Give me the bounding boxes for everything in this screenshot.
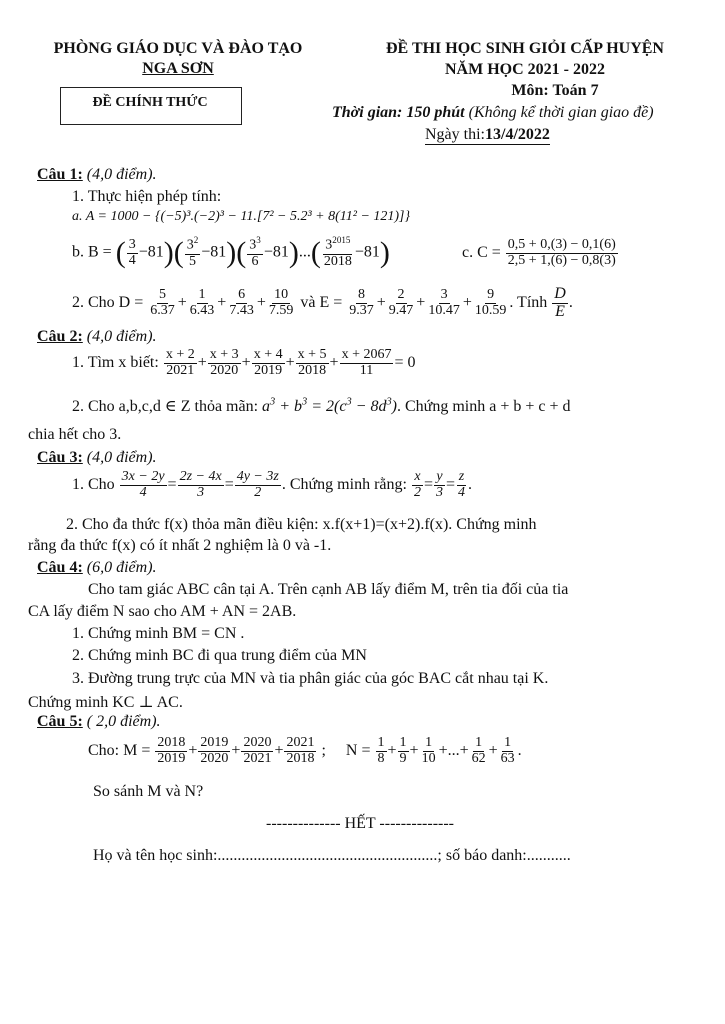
frac: $\frac{2z - 4x}{3}$ (179, 469, 222, 500)
q1-c-den: 2,5 + 1,(6) − 0,8(3) (507, 252, 616, 268)
frac: $\frac{1}{63}$ (500, 735, 515, 766)
frac: $\frac{3}{4}$ (128, 236, 136, 268)
frac: $\frac{2019}{2020}$ (200, 735, 229, 766)
frac: $\frac{x}{2}$ (413, 469, 421, 500)
frac: $\frac{2020}{2021}$ (243, 735, 272, 766)
q5-points: ( 2,0 điểm). (86, 713, 161, 730)
q1-item2-prefix: 2. Cho (72, 293, 115, 311)
q2-points: (4,0 điểm). (86, 328, 157, 345)
frac: $\frac{1}{62}$ (471, 735, 486, 766)
q3-item1-mid: . Chứng minh rằng: (281, 475, 407, 493)
frac: $\frac{z}{4}$ (458, 469, 465, 500)
q2-title: Câu 2: (37, 328, 83, 345)
q1-and: và (300, 293, 316, 311)
q4-title: Câu 4: (37, 559, 83, 576)
q5-cho: Cho: M = (88, 741, 151, 759)
frac: $\frac{1}{8}$ (377, 735, 385, 766)
frac: $\frac{3x - 2y}{4}$ (121, 469, 165, 500)
q4-item2: 2. Chứng minh BC đi qua trung điểm của MN (72, 647, 367, 664)
official-label: ĐỀ CHÍNH THỨC (92, 95, 208, 110)
q3-heading (37, 449, 157, 467)
q2-heading (37, 328, 157, 346)
q1-b-label: b. B = (72, 243, 112, 261)
end-marker: -------------- HẾT -------------- (266, 815, 454, 832)
q5-heading (37, 713, 161, 731)
frac: $\frac{1}{6.43}$ (189, 287, 215, 318)
subject: Môn: Toán 7 (511, 82, 599, 99)
q1-b-expression: b. B = ( $\frac{3}{4}$ −81)( $\frac{3^2}{5}$ −81)( $\frac{3^3}{6}$ −81)...( $\frac{3^{2015}}{2018}$ −81) (72, 235, 390, 269)
frac: $\frac{D}{E}$ (554, 285, 566, 320)
frac: $\frac{3}{10.47}$ (428, 287, 460, 318)
q4-heading (37, 559, 157, 577)
frac: $\frac{2021}{2018}$ (286, 735, 315, 766)
q1-c-num: 0,5 + 0,(3) − 0,1(6) (507, 237, 616, 252)
q1-a-expression: a. A = 1000 − {(−5)³.(−2)³ − 11.[7² − 5.2³ + 8(11² − 121)]} (72, 209, 411, 224)
frac: $\frac{x + 2067}{11}$ (341, 347, 392, 378)
q1-c-label: c. C = (462, 243, 501, 261)
q2-item2: 2. Cho a,b,c,d ∈ Z thỏa mãn: $a^3 + b^3 = 2(c^3 - 8d^3)$. Chứng minh a + b + c + d (72, 396, 571, 415)
frac: $\frac{9}{10.59}$ (474, 287, 507, 318)
q4-intro-cont: CA lấy điểm N sao cho AM + AN = 2AB. (28, 603, 297, 620)
q1-c-expression (462, 238, 619, 268)
frac: $\frac{5}{6.37}$ (150, 287, 175, 318)
q4-points: (6,0 điểm). (86, 559, 157, 576)
q5-title: Câu 5: (37, 713, 83, 730)
frac: $\frac{1}{10}$ (421, 735, 436, 766)
frac: $\frac{2018}{2019}$ (157, 735, 186, 766)
q2-item2-cont: chia hết cho 3. (28, 426, 122, 443)
frac: $\frac{1}{9}$ (399, 735, 407, 766)
exam-title: ĐỀ THI HỌC SINH GIỎI CẤP HUYỆN (386, 40, 664, 57)
frac: $\frac{3^3}{6}$ (249, 235, 261, 269)
q4-item3-cont: Chứng minh KC ⊥ AC. (28, 694, 183, 711)
time-note: (Không kể thời gian giao đề) (468, 104, 654, 121)
q4-intro: Cho tam giác ABC cân tại A. Trên cạnh AB lấy điểm M, trên tia đối của tia (88, 581, 569, 598)
q2-item2-b: . Chứng minh a + b + c + d (397, 398, 571, 415)
q5-expressions: Cho: M = $\frac{2018}{2019}$ + $\frac{2019}{2020}$ + $\frac{2020}{2021}$ + $\frac{2021}{2018}$ ; N = $\frac{1}{8}$ + $\frac{1}{9}$ + $\frac{1}{10}$ +...+ $\frac{1}{62}$ + $\frac{1}{63}$ . (88, 735, 522, 766)
date-label: Ngày thi: (425, 126, 485, 143)
q3-item2: 2. Cho đa thức f(x) thỏa mãn điều kiện: x.f(x+1)=(x+2).f(x). Chứng minh (66, 516, 537, 533)
q1-points: (4,0 điểm). (86, 166, 157, 183)
q5-n-label: N = (345, 741, 371, 759)
time-line (332, 104, 654, 122)
q5-compare: So sánh M và N? (93, 783, 204, 800)
district-name: NGA SƠN (142, 60, 214, 77)
time-label: Thời gian: 150 phút (332, 104, 465, 121)
q4-item3: 3. Đường trung trực của MN và tia phân giác của góc BAC cắt nhau tại K. (72, 670, 549, 687)
frac: $\frac{3^2}{5}$ (186, 235, 199, 269)
frac: $\frac{2}{9.47}$ (388, 287, 414, 318)
frac: $\frac{y}{3}$ (435, 469, 443, 500)
frac: $\frac{4y - 3z}{2}$ (236, 469, 279, 500)
exam-date (425, 126, 550, 145)
q3-title: Câu 3: (37, 449, 83, 466)
frac: $\frac{6}{7.43}$ (229, 287, 254, 318)
q1-c-fraction (506, 238, 618, 268)
date-value: 13/4/2022 (485, 126, 550, 143)
q1-item2: 2. Cho D = $\frac{5}{6.37}$ + $\frac{1}{6.43}$ + $\frac{6}{7.43}$ + $\frac{10}{7.59}$ và E = $\frac{8}{9.37}$ + $\frac{2}{9.47}$ + $\frac{3}{10.47}$ + $\frac{9}{10.59}$ . Tính $\frac{D}{E}$ . (72, 285, 573, 320)
frac: $\frac{3^{2015}}{2018}$ (323, 235, 352, 269)
q3-item2-cont: rằng đa thức f(x) có ít nhất 2 nghiệm là 0 và -1. (28, 537, 332, 554)
student-info: Họ và tên học sinh:.......................................................; số báo danh:........... (93, 847, 571, 864)
department-name: PHÒNG GIÁO DỤC VÀ ĐÀO TẠO (53, 40, 303, 57)
q2-item1: 1. Tìm x biết: $\frac{x + 2}{2021}$ + $\frac{x + 3}{2020}$ + $\frac{x + 4}{2019}$ + $\frac{x + 5}{2018}$ + $\frac{x + 2067}{11}$ = 0 (72, 347, 416, 378)
q1-item1: 1. Thực hiện phép tính: (72, 188, 222, 205)
q2-item1-prefix: 1. Tìm x biết: (72, 353, 159, 371)
q3-points: (4,0 điểm). (86, 449, 157, 466)
q1-title: Câu 1: (37, 166, 83, 183)
q3-item1-prefix: 1. Cho (72, 475, 115, 493)
frac: $\frac{x + 2}{2021}$ (165, 347, 195, 378)
q4-item1: 1. Chứng minh BM = CN . (72, 625, 245, 642)
q1-heading (37, 166, 157, 184)
frac: $\frac{8}{9.37}$ (349, 287, 374, 318)
frac: $\frac{x + 3}{2020}$ (209, 347, 239, 378)
q3-item1: 1. Cho $\frac{3x - 2y}{4}$ = $\frac{2z - 4x}{3}$ = $\frac{4y - 3z}{2}$ . Chứng minh rằng: $\frac{x}{2}$ = $\frac{y}{3}$ = $\frac{z}{4}$ . (72, 469, 472, 500)
frac: $\frac{x + 5}{2018}$ (297, 347, 327, 378)
frac: $\frac{x + 4}{2019}$ (253, 347, 283, 378)
school-year: NĂM HỌC 2021 - 2022 (445, 61, 605, 78)
frac: $\frac{10}{7.59}$ (268, 287, 294, 318)
q2-item2-a: 2. Cho a,b,c,d ∈ Z thỏa mãn: (72, 398, 259, 415)
q1-tinh: . Tính (509, 293, 548, 311)
